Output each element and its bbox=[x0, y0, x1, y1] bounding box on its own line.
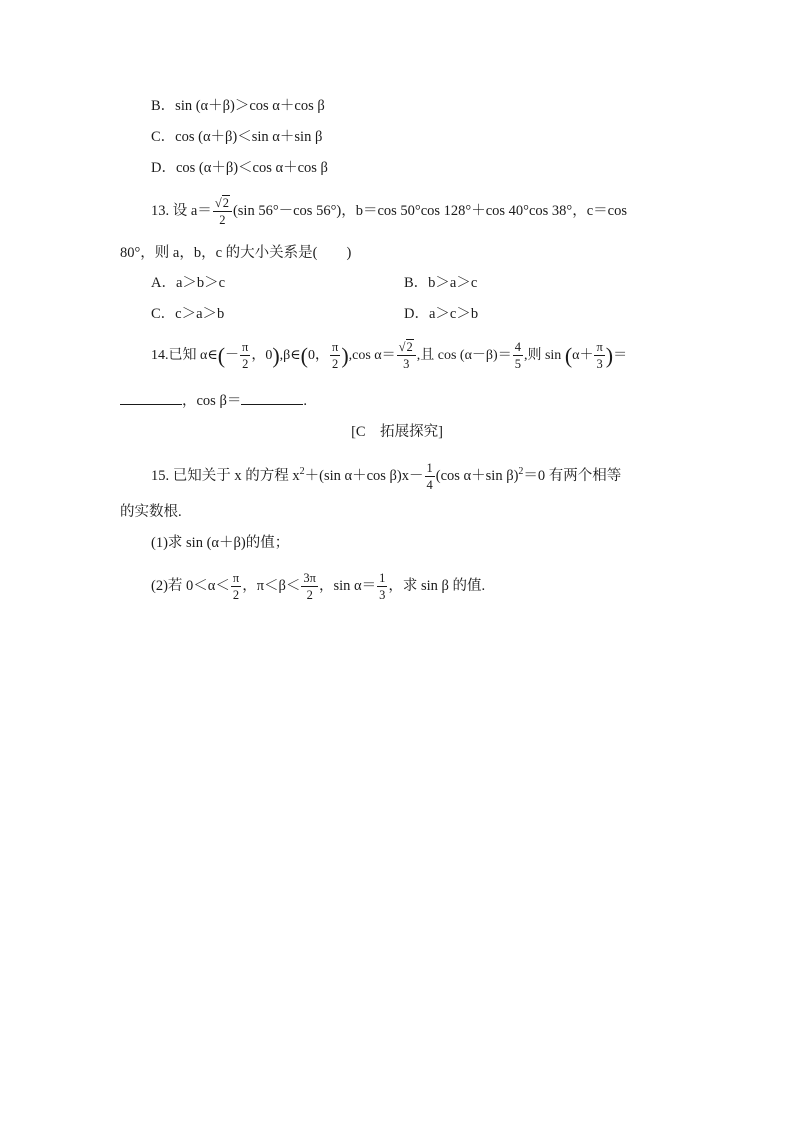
q15-part-1: (1)求 sin (α＋β)的值； bbox=[151, 535, 290, 551]
q13-rest: (sin 56°－cos 56°)，b＝cos 50°cos 128°＋cos 40°cos 38°，c＝cos bbox=[232, 203, 627, 219]
q14-line1: 14.已知 α∈(－ $\frac{\pi}{2}$ ，0),β∈(0， $\frac{\pi}{2}$ ),cos α＝ $\frac{√2}{3}$ ,且 cos (α－β)＝ $\frac{4}{5}$ ,则 sin (α＋ $\frac{\pi}{3}$ )＝ bbox=[151, 339, 628, 372]
q13-option-c: C．c＞a＞b bbox=[151, 306, 225, 322]
q14-line2: ，cos β＝ . bbox=[120, 390, 307, 411]
q15-part-2: (2)若 0＜α＜ $\frac{\pi}{2}$ ，π＜β＜ $\frac{3\pi}{2}$ ，sin α＝ $\frac{1}{3}$ ，求 sin β 的值. bbox=[151, 570, 486, 603]
q13-option-b: B．b＞a＞c bbox=[404, 275, 478, 291]
q14-blank-2[interactable] bbox=[241, 390, 303, 405]
q15-line2: 的实数根. bbox=[120, 504, 182, 520]
q13-line1 bbox=[151, 191, 627, 231]
q12-option-d: D．cos (α＋β)＜cos α＋cos β bbox=[151, 160, 328, 176]
q13-fraction: $\frac{√2}{2}$ bbox=[213, 197, 232, 227]
q15-line1: 15. 已知关于 x 的方程 $x^2+(\sin$ α＋cos β)x－ $\frac{1}{4}$ (cos α＋sin β)$^2$＝0 有两个相等 bbox=[151, 460, 622, 492]
q13-lead: 13. 设 a＝ bbox=[151, 203, 212, 219]
q12-option-b: B．sin (α＋β)＞cos α＋cos β bbox=[151, 98, 325, 114]
q12-option-c: C．cos (α＋β)＜sin α＋sin β bbox=[151, 129, 323, 145]
q14-blank-1[interactable] bbox=[120, 390, 182, 405]
section-title: [C 拓展探究] bbox=[351, 424, 443, 440]
q13-option-d: D．a＞c＞b bbox=[404, 306, 479, 322]
q13-line2: 80°，则 a，b，c 的大小关系是( ) bbox=[120, 245, 352, 261]
q13-option-a: A．a＞b＞c bbox=[151, 275, 226, 291]
